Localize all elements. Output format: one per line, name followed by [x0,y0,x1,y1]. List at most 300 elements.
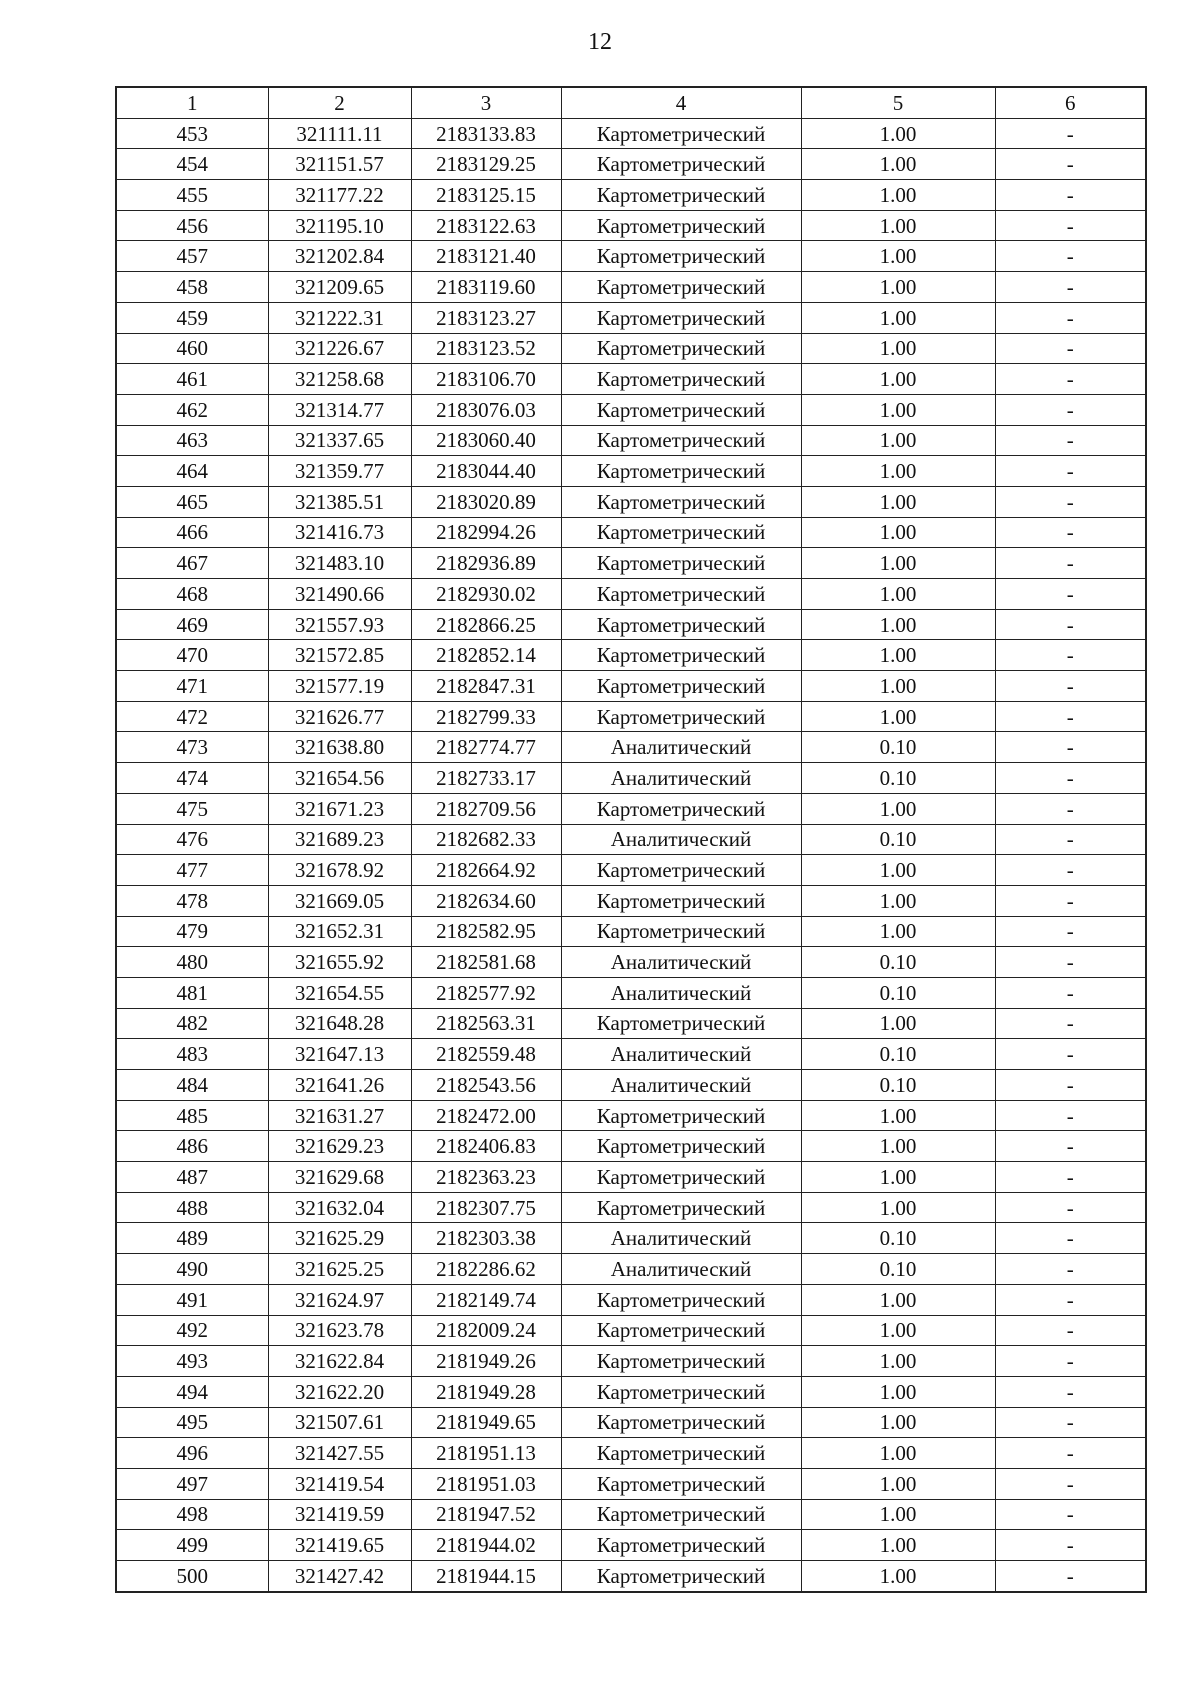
table-row [116,671,1146,702]
cell-description: - [995,1407,1146,1438]
cell-description: - [995,1100,1146,1131]
table-row [116,1008,1146,1039]
cell-accuracy: 1.00 [801,333,995,364]
cell-point-number: 500 [116,1561,268,1592]
table-row [116,579,1146,610]
cell-coord-y: 2182009.24 [411,1315,561,1346]
cell-coord-y: 2182303.38 [411,1223,561,1254]
cell-description: - [995,824,1146,855]
cell-description: - [995,394,1146,425]
cell-method: Картометрический [561,241,801,272]
table-row [116,1407,1146,1438]
table-row [116,1223,1146,1254]
table-row [116,977,1146,1008]
cell-method: Картометрический [561,1561,801,1592]
cell-method: Картометрический [561,1100,801,1131]
table-row [116,548,1146,579]
cell-description: - [995,1008,1146,1039]
cell-coord-y: 2182847.31 [411,671,561,702]
cell-point-number: 479 [116,916,268,947]
cell-coord-x: 321385.51 [268,486,411,517]
cell-point-number: 480 [116,947,268,978]
page-number: 12 [588,29,612,55]
cell-method: Картометрический [561,579,801,610]
cell-description: - [995,916,1146,947]
cell-method: Картометрический [561,671,801,702]
cell-accuracy: 1.00 [801,609,995,640]
cell-point-number: 495 [116,1407,268,1438]
cell-coord-y: 2182634.60 [411,885,561,916]
cell-point-number: 476 [116,824,268,855]
cell-description: - [995,1223,1146,1254]
cell-coord-y: 2181944.15 [411,1561,561,1592]
cell-coord-y: 2182472.00 [411,1100,561,1131]
cell-description: - [995,1192,1146,1223]
cell-description: - [995,149,1146,180]
cell-coord-x: 321622.84 [268,1346,411,1377]
cell-description: - [995,947,1146,978]
cell-coord-y: 2183133.83 [411,118,561,149]
cell-description: - [995,1284,1146,1315]
table-row [116,456,1146,487]
cell-description: - [995,1162,1146,1193]
cell-description: - [995,701,1146,732]
cell-coord-y: 2182852.14 [411,640,561,671]
cell-accuracy: 1.00 [801,1131,995,1162]
table-row [116,149,1146,180]
table-row [116,1162,1146,1193]
cell-coord-y: 2183123.27 [411,302,561,333]
cell-coord-x: 321629.23 [268,1131,411,1162]
column-header-1: 1 [116,87,268,118]
cell-coord-y: 2182363.23 [411,1162,561,1193]
cell-point-number: 463 [116,425,268,456]
cell-coord-y: 2183125.15 [411,180,561,211]
cell-description: - [995,732,1146,763]
cell-method: Картометрический [561,885,801,916]
cell-coord-y: 2181949.65 [411,1407,561,1438]
column-header-4: 4 [561,87,801,118]
cell-accuracy: 1.00 [801,916,995,947]
cell-coord-y: 2181944.02 [411,1530,561,1561]
cell-description: - [995,1468,1146,1499]
cell-coord-y: 2182286.62 [411,1254,561,1285]
column-header-3: 3 [411,87,561,118]
cell-coord-y: 2183122.63 [411,210,561,241]
cell-description: - [995,425,1146,456]
cell-accuracy: 0.10 [801,1039,995,1070]
cell-description: - [995,333,1146,364]
cell-accuracy: 1.00 [801,241,995,272]
cell-point-number: 470 [116,640,268,671]
cell-method: Картометрический [561,1530,801,1561]
cell-accuracy: 1.00 [801,1376,995,1407]
cell-coord-y: 2183121.40 [411,241,561,272]
cell-point-number: 468 [116,579,268,610]
cell-method: Картометрический [561,1407,801,1438]
cell-method: Картометрический [561,425,801,456]
table-row [116,1346,1146,1377]
cell-point-number: 464 [116,456,268,487]
cell-coord-y: 2183076.03 [411,394,561,425]
cell-coord-y: 2183106.70 [411,364,561,395]
table-row [116,947,1146,978]
table-body [116,118,1146,1592]
cell-coord-y: 2181949.28 [411,1376,561,1407]
cell-method: Картометрический [561,793,801,824]
table-row [116,640,1146,671]
cell-point-number: 487 [116,1162,268,1193]
cell-method: Аналитический [561,824,801,855]
cell-coord-x: 321626.77 [268,701,411,732]
cell-coord-x: 321314.77 [268,394,411,425]
cell-coord-y: 2182930.02 [411,579,561,610]
cell-accuracy: 1.00 [801,855,995,886]
cell-point-number: 492 [116,1315,268,1346]
cell-coord-y: 2183129.25 [411,149,561,180]
cell-method: Аналитический [561,977,801,1008]
cell-point-number: 478 [116,885,268,916]
cell-accuracy: 1.00 [801,1284,995,1315]
cell-coord-x: 321222.31 [268,302,411,333]
cell-accuracy: 1.00 [801,1407,995,1438]
cell-accuracy: 1.00 [801,364,995,395]
cell-method: Картометрический [561,456,801,487]
cell-method: Картометрический [561,302,801,333]
cell-coord-x: 321507.61 [268,1407,411,1438]
cell-coord-y: 2183119.60 [411,272,561,303]
cell-accuracy: 1.00 [801,1346,995,1377]
cell-point-number: 456 [116,210,268,241]
cell-accuracy: 1.00 [801,1192,995,1223]
cell-point-number: 472 [116,701,268,732]
cell-coord-x: 321577.19 [268,671,411,702]
cell-method: Картометрический [561,855,801,886]
cell-point-number: 484 [116,1070,268,1101]
cell-description: - [995,180,1146,211]
table-row [116,1438,1146,1469]
cell-accuracy: 1.00 [801,1008,995,1039]
cell-accuracy: 1.00 [801,1162,995,1193]
table-row [116,763,1146,794]
cell-coord-y: 2183123.52 [411,333,561,364]
cell-accuracy: 1.00 [801,302,995,333]
cell-description: - [995,1530,1146,1561]
cell-accuracy: 1.00 [801,486,995,517]
cell-accuracy: 1.00 [801,640,995,671]
cell-coord-x: 321631.27 [268,1100,411,1131]
cell-coord-x: 321655.92 [268,947,411,978]
cell-accuracy: 1.00 [801,671,995,702]
cell-method: Аналитический [561,1254,801,1285]
cell-coord-y: 2182994.26 [411,517,561,548]
table-row [116,1499,1146,1530]
cell-coord-x: 321483.10 [268,548,411,579]
cell-coord-x: 321629.68 [268,1162,411,1193]
cell-accuracy: 1.00 [801,701,995,732]
cell-coord-x: 321337.65 [268,425,411,456]
cell-coord-x: 321638.80 [268,732,411,763]
cell-point-number: 473 [116,732,268,763]
cell-method: Картометрический [561,1162,801,1193]
cell-coord-x: 321177.22 [268,180,411,211]
cell-accuracy: 1.00 [801,1561,995,1592]
cell-description: - [995,456,1146,487]
cell-coord-y: 2182581.68 [411,947,561,978]
cell-coord-x: 321669.05 [268,885,411,916]
cell-method: Аналитический [561,732,801,763]
cell-point-number: 496 [116,1438,268,1469]
cell-point-number: 489 [116,1223,268,1254]
cell-coord-y: 2182543.56 [411,1070,561,1101]
cell-description: - [995,1438,1146,1469]
cell-coord-x: 321648.28 [268,1008,411,1039]
cell-coord-y: 2182774.77 [411,732,561,763]
column-header-6: 6 [995,87,1146,118]
table-row [116,1284,1146,1315]
cell-coord-y: 2181951.13 [411,1438,561,1469]
cell-coord-x: 321258.68 [268,364,411,395]
column-header-2: 2 [268,87,411,118]
cell-coord-x: 321689.23 [268,824,411,855]
table-row [116,916,1146,947]
cell-coord-x: 321416.73 [268,517,411,548]
table-row [116,486,1146,517]
cell-coord-y: 2181951.03 [411,1468,561,1499]
cell-point-number: 471 [116,671,268,702]
cell-coord-x: 321419.54 [268,1468,411,1499]
cell-coord-y: 2182682.33 [411,824,561,855]
cell-coord-x: 321654.56 [268,763,411,794]
cell-coord-x: 321202.84 [268,241,411,272]
cell-point-number: 475 [116,793,268,824]
cell-accuracy: 1.00 [801,425,995,456]
table-row [116,118,1146,149]
cell-coord-y: 2182664.92 [411,855,561,886]
cell-method: Картометрический [561,1468,801,1499]
cell-description: - [995,548,1146,579]
cell-method: Аналитический [561,1039,801,1070]
cell-point-number: 462 [116,394,268,425]
cell-method: Картометрический [561,210,801,241]
cell-point-number: 461 [116,364,268,395]
cell-coord-y: 2182936.89 [411,548,561,579]
cell-method: Картометрический [561,517,801,548]
cell-accuracy: 1.00 [801,1100,995,1131]
cell-coord-x: 321427.42 [268,1561,411,1592]
cell-accuracy: 1.00 [801,210,995,241]
table-row [116,241,1146,272]
cell-method: Картометрический [561,1192,801,1223]
cell-point-number: 467 [116,548,268,579]
cell-coord-x: 321654.55 [268,977,411,1008]
cell-accuracy: 1.00 [801,1499,995,1530]
cell-description: - [995,1561,1146,1592]
cell-accuracy: 0.10 [801,763,995,794]
table-row [116,855,1146,886]
table-row [116,1468,1146,1499]
table-row [116,793,1146,824]
table-row [116,885,1146,916]
cell-description: - [995,1376,1146,1407]
cell-coord-x: 321427.55 [268,1438,411,1469]
cell-accuracy: 1.00 [801,517,995,548]
cell-coord-y: 2182709.56 [411,793,561,824]
table-row [116,1561,1146,1592]
cell-point-number: 498 [116,1499,268,1530]
cell-description: - [995,241,1146,272]
cell-description: - [995,885,1146,916]
cell-point-number: 488 [116,1192,268,1223]
table-row [116,272,1146,303]
cell-accuracy: 0.10 [801,1254,995,1285]
cell-method: Картометрический [561,364,801,395]
cell-point-number: 494 [116,1376,268,1407]
cell-coord-y: 2182577.92 [411,977,561,1008]
cell-coord-x: 321625.25 [268,1254,411,1285]
cell-accuracy: 1.00 [801,1438,995,1469]
cell-coord-y: 2183060.40 [411,425,561,456]
cell-method: Картометрический [561,701,801,732]
cell-coord-y: 2183020.89 [411,486,561,517]
cell-coord-x: 321641.26 [268,1070,411,1101]
cell-point-number: 490 [116,1254,268,1285]
cell-method: Картометрический [561,394,801,425]
cell-description: - [995,1070,1146,1101]
cell-accuracy: 1.00 [801,1315,995,1346]
cell-method: Картометрический [561,1346,801,1377]
cell-coord-y: 2182307.75 [411,1192,561,1223]
cell-method: Картометрический [561,272,801,303]
table-row [116,425,1146,456]
cell-description: - [995,302,1146,333]
table-row [116,1376,1146,1407]
cell-description: - [995,763,1146,794]
cell-coord-x: 321625.29 [268,1223,411,1254]
cell-method: Картометрический [561,1284,801,1315]
cell-description: - [995,517,1146,548]
table-row [116,302,1146,333]
cell-method: Картометрический [561,1008,801,1039]
cell-coord-y: 2181949.26 [411,1346,561,1377]
cell-method: Аналитический [561,763,801,794]
cell-description: - [995,1131,1146,1162]
table-row [116,333,1146,364]
cell-point-number: 499 [116,1530,268,1561]
cell-description: - [995,977,1146,1008]
cell-point-number: 465 [116,486,268,517]
cell-description: - [995,1315,1146,1346]
cell-accuracy: 1.00 [801,180,995,211]
cell-coord-y: 2182866.25 [411,609,561,640]
cell-coord-y: 2183044.40 [411,456,561,487]
table-row [116,701,1146,732]
cell-coord-x: 321557.93 [268,609,411,640]
cell-coord-x: 321671.23 [268,793,411,824]
cell-description: - [995,1039,1146,1070]
cell-point-number: 460 [116,333,268,364]
cell-coord-x: 321226.67 [268,333,411,364]
cell-coord-x: 321151.57 [268,149,411,180]
cell-point-number: 491 [116,1284,268,1315]
cell-coord-y: 2181947.52 [411,1499,561,1530]
cell-point-number: 466 [116,517,268,548]
cell-point-number: 486 [116,1131,268,1162]
cell-coord-x: 321632.04 [268,1192,411,1223]
cell-accuracy: 1.00 [801,118,995,149]
table-row [116,732,1146,763]
cell-accuracy: 0.10 [801,947,995,978]
cell-coord-x: 321490.66 [268,579,411,610]
table-row [116,609,1146,640]
cell-coord-y: 2182582.95 [411,916,561,947]
cell-coord-x: 321359.77 [268,456,411,487]
cell-accuracy: 0.10 [801,824,995,855]
cell-point-number: 458 [116,272,268,303]
table-row [116,180,1146,211]
cell-coord-x: 321572.85 [268,640,411,671]
cell-point-number: 485 [116,1100,268,1131]
table-row [116,1131,1146,1162]
table-row [116,1070,1146,1101]
cell-description: - [995,118,1146,149]
cell-description: - [995,609,1146,640]
table-row [116,1254,1146,1285]
cell-description: - [995,640,1146,671]
cell-method: Картометрический [561,149,801,180]
table-row [116,394,1146,425]
coordinates-table [115,86,1147,1593]
cell-method: Аналитический [561,1223,801,1254]
cell-accuracy: 1.00 [801,1468,995,1499]
cell-point-number: 482 [116,1008,268,1039]
cell-coord-y: 2182559.48 [411,1039,561,1070]
cell-description: - [995,210,1146,241]
cell-method: Картометрический [561,1499,801,1530]
cell-accuracy: 0.10 [801,1070,995,1101]
cell-method: Картометрический [561,486,801,517]
cell-method: Аналитический [561,947,801,978]
cell-coord-y: 2182733.17 [411,763,561,794]
cell-accuracy: 0.10 [801,732,995,763]
cell-point-number: 481 [116,977,268,1008]
cell-accuracy: 1.00 [801,885,995,916]
table-row [116,1100,1146,1131]
cell-point-number: 469 [116,609,268,640]
cell-point-number: 453 [116,118,268,149]
cell-description: - [995,1499,1146,1530]
cell-accuracy: 1.00 [801,793,995,824]
cell-method: Картометрический [561,118,801,149]
cell-coord-x: 321209.65 [268,272,411,303]
table-row [116,1192,1146,1223]
cell-coord-x: 321678.92 [268,855,411,886]
cell-description: - [995,579,1146,610]
cell-coord-x: 321419.65 [268,1530,411,1561]
table-row [116,517,1146,548]
cell-method: Картометрический [561,1376,801,1407]
cell-method: Картометрический [561,1131,801,1162]
cell-description: - [995,855,1146,886]
cell-point-number: 493 [116,1346,268,1377]
cell-accuracy: 1.00 [801,272,995,303]
cell-point-number: 459 [116,302,268,333]
cell-coord-x: 321111.11 [268,118,411,149]
table-header [116,87,1146,118]
cell-method: Аналитический [561,1070,801,1101]
cell-coord-x: 321419.59 [268,1499,411,1530]
cell-accuracy: 0.10 [801,1223,995,1254]
